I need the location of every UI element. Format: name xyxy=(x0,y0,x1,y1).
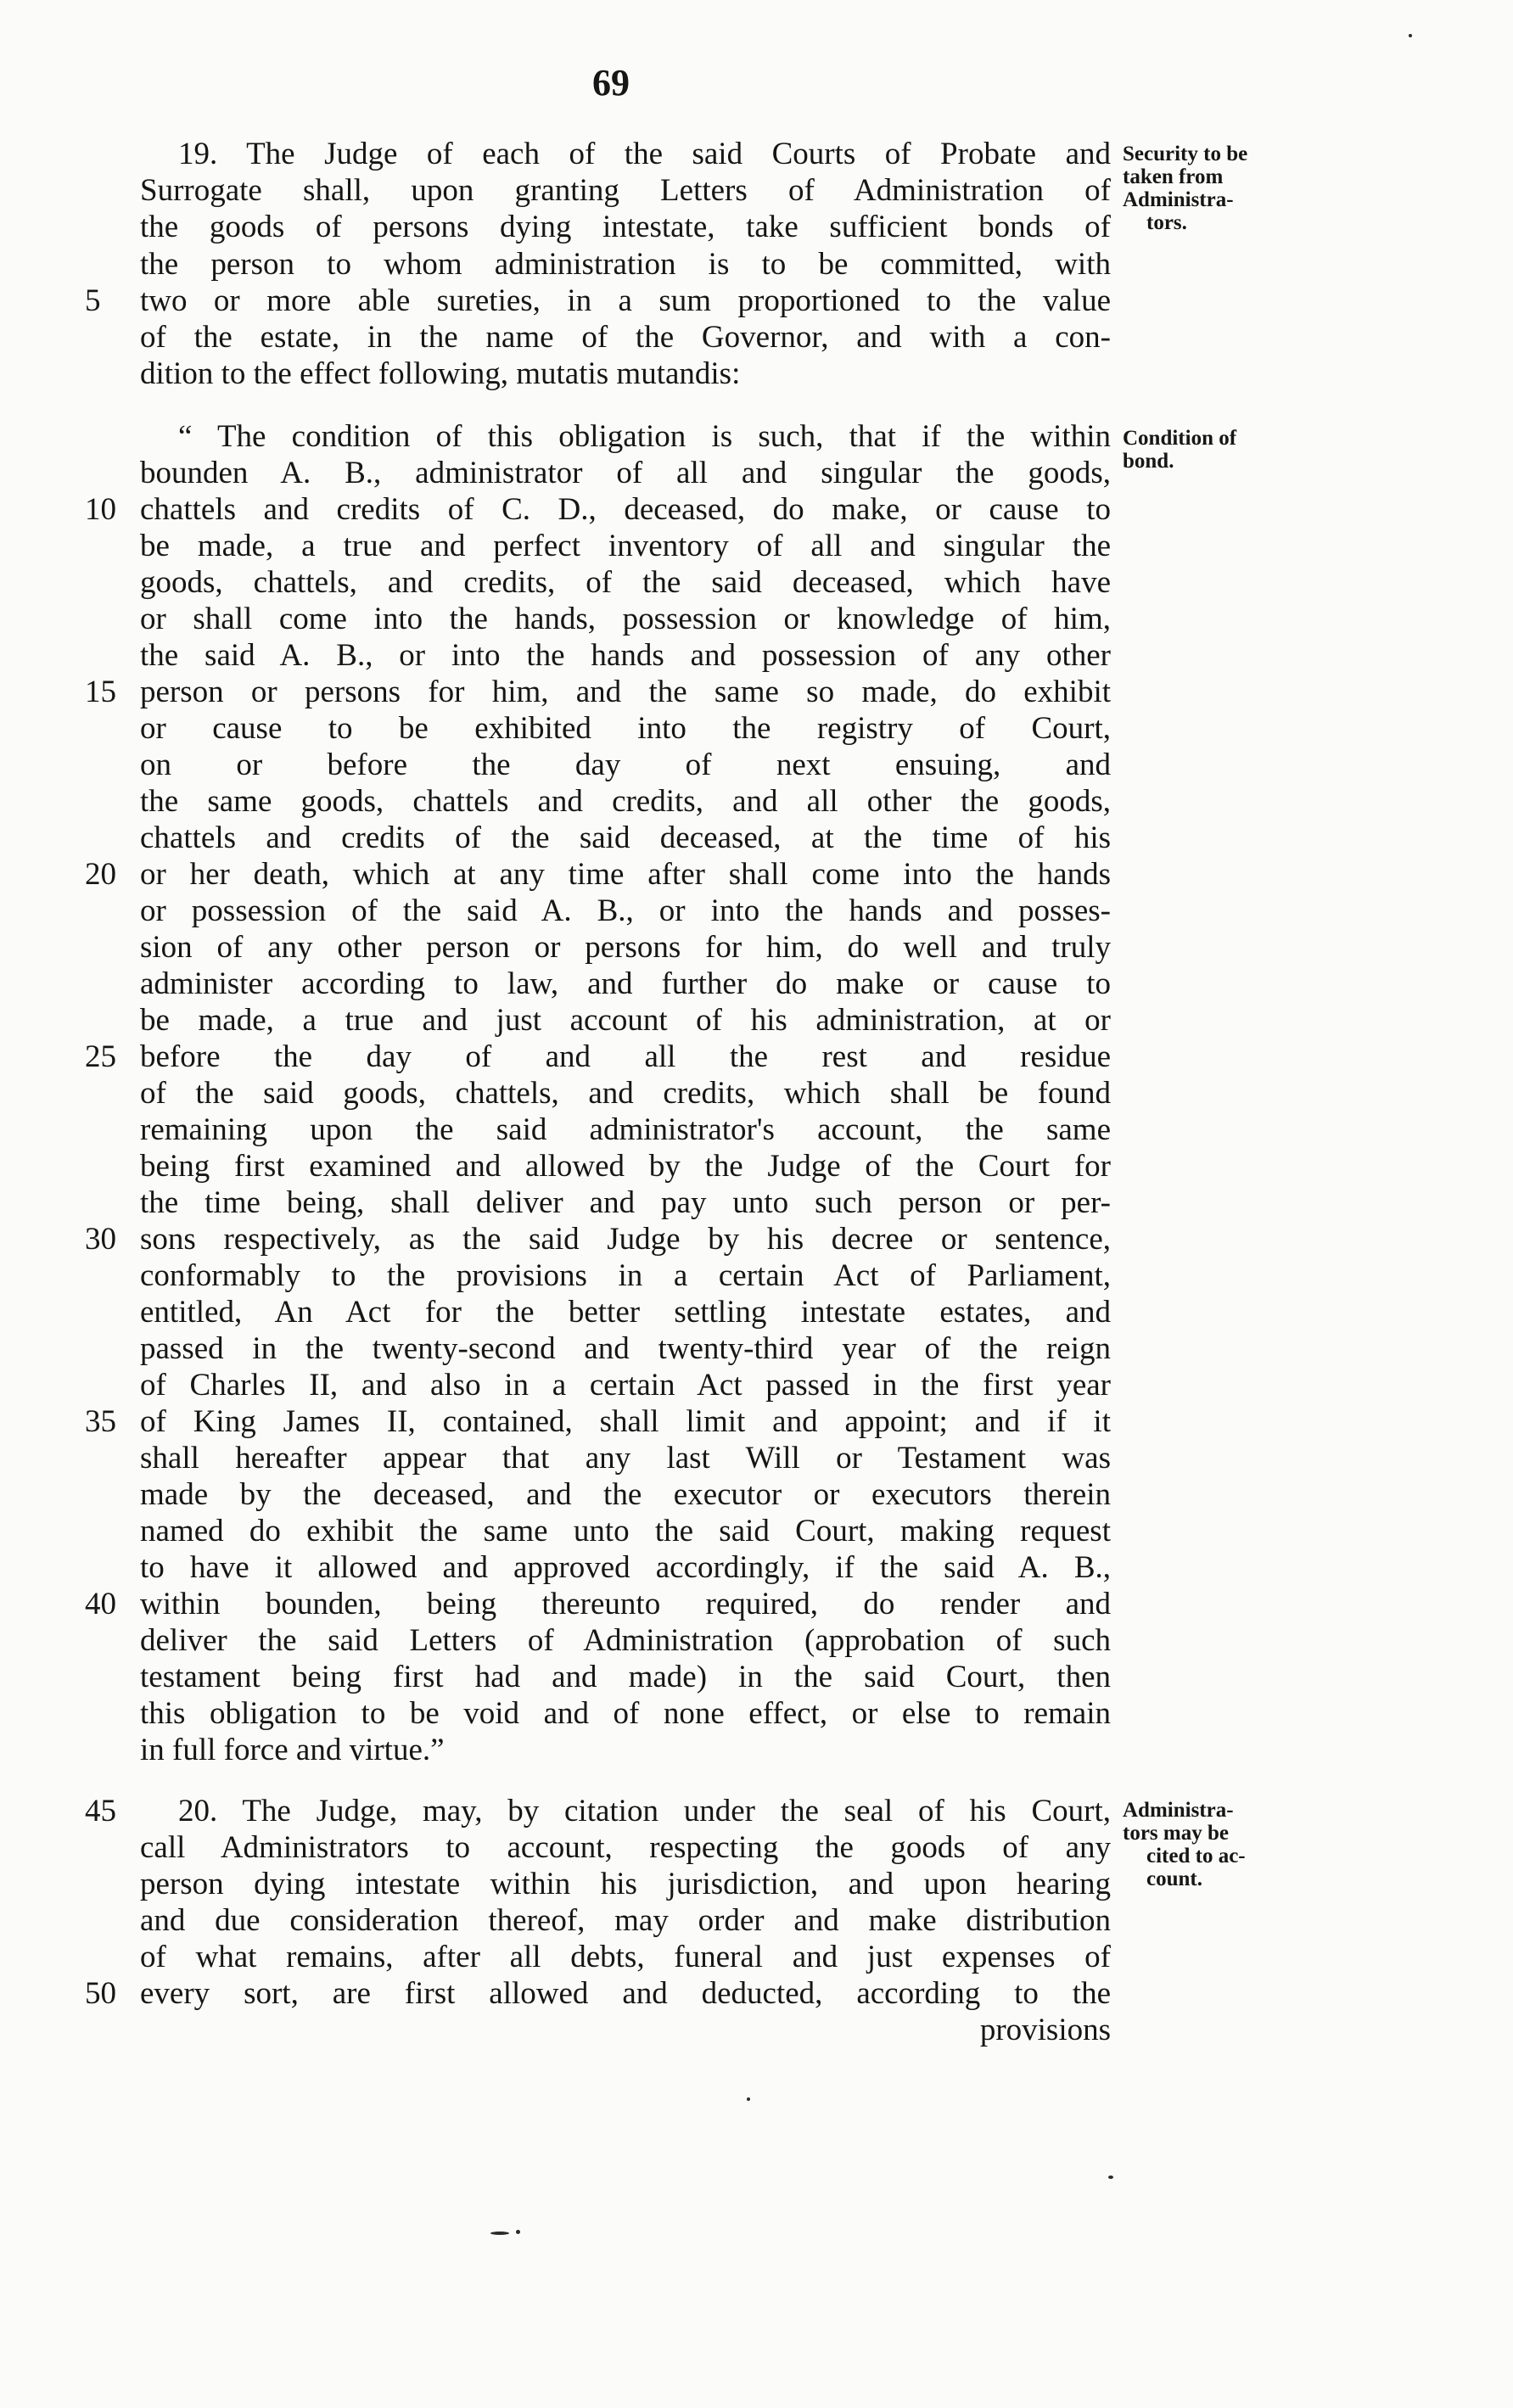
line-number: 35 xyxy=(85,1404,116,1439)
text-line: person dying intestate within his jurisdiction, and upon hearing xyxy=(140,1867,1111,1901)
catchword: provisions xyxy=(979,2013,1111,2047)
text-line: every sort, are first allowed and deducted, according to the xyxy=(140,1976,1111,2011)
text-line: of the said goods, chattels, and credits, which shall be found xyxy=(140,1076,1111,1111)
margin-note-line: tors may be xyxy=(1123,1822,1229,1845)
text-line: sons respectively, as the said Judge by his decree or sentence, xyxy=(140,1222,1111,1257)
line-number: 15 xyxy=(85,675,116,709)
page-number: 69 xyxy=(592,62,630,104)
text-line: within bounden, being thereunto required, do render and xyxy=(140,1587,1111,1621)
text-line: “ The condition of this obligation is such, that if the within xyxy=(178,419,1111,454)
margin-note-line: Security to be xyxy=(1123,143,1248,165)
margin-note-line: Administra- xyxy=(1123,188,1234,211)
text-line: bounden A. B., administrator of all and singular the goods, xyxy=(140,456,1111,490)
text-line: chattels and credits of C. D., deceased, do make, or cause to xyxy=(140,492,1111,527)
margin-note-line: tors. xyxy=(1146,211,1187,234)
scan-speck xyxy=(490,2232,509,2235)
text-line: 20. The Judge, may, by citation under the seal of his Court, xyxy=(178,1794,1111,1828)
text-line: before the day of and all the rest and residue xyxy=(140,1039,1111,1074)
text-line: and due consideration thereof, may order and make distribution xyxy=(140,1903,1111,1938)
text-line: the time being, shall deliver and pay unto such person or per- xyxy=(140,1185,1111,1220)
text-line: testament being first had and made) in the said Court, then xyxy=(140,1660,1111,1694)
text-line: being first examined and allowed by the Judge of the Court for xyxy=(140,1149,1111,1184)
text-line: person or persons for him, and the same so made, do exhibit xyxy=(140,675,1111,709)
text-line: or possession of the said A. B., or into the hands and posses- xyxy=(140,893,1111,928)
text-line: in full force and virtue.” xyxy=(140,1733,445,1767)
line-number: 45 xyxy=(85,1794,116,1828)
text-line: remaining upon the said administrator's account, the same xyxy=(140,1112,1111,1147)
text-line: the person to whom administration is to be committed, with xyxy=(140,247,1111,282)
text-line: deliver the said Letters of Administration (approbation of such xyxy=(140,1623,1111,1658)
text-line: entitled, An Act for the better settling intestate estates, and xyxy=(140,1295,1111,1330)
line-number: 25 xyxy=(85,1039,116,1074)
text-line: dition to the effect following, mutatis mutandis: xyxy=(140,356,741,391)
text-line: or her death, which at any time after shall come into the hands xyxy=(140,857,1111,892)
line-number: 50 xyxy=(85,1976,116,2011)
text-line: two or more able sureties, in a sum proportioned to the value xyxy=(140,283,1111,318)
line-number: 30 xyxy=(85,1222,116,1257)
text-line: on or before the day of next ensuing, and xyxy=(140,748,1111,782)
line-number: 5 xyxy=(85,283,101,318)
text-line: of what remains, after all debts, funeral and just expenses of xyxy=(140,1940,1111,1974)
text-line: passed in the twenty-second and twenty-third year of the reign xyxy=(140,1331,1111,1366)
text-line: sion of any other person or persons for him, do well and truly xyxy=(140,930,1111,965)
text-line: administer according to law, and further do make or cause to xyxy=(140,966,1111,1001)
margin-note-administrators xyxy=(1123,1799,1326,1890)
text-line: call Administrators to account, respecting the goods of any xyxy=(140,1830,1111,1865)
line-number: 10 xyxy=(85,492,116,527)
margin-note-line: count. xyxy=(1146,1868,1202,1890)
scan-speck xyxy=(516,2230,520,2234)
text-line: Surrogate shall, upon granting Letters of Administration of xyxy=(140,173,1111,208)
text-line: 19. The Judge of each of the said Courts of Probate and xyxy=(178,137,1111,171)
scan-speck xyxy=(1409,34,1412,37)
margin-note-line: cited to ac- xyxy=(1146,1845,1246,1868)
text-line: be made, a true and just account of his administration, at or xyxy=(140,1003,1111,1038)
text-line: chattels and credits of the said deceased, at the time of his xyxy=(140,820,1111,855)
text-line: of the estate, in the name of the Governor, and with a con- xyxy=(140,320,1111,355)
line-number: 20 xyxy=(85,857,116,892)
margin-note-line: Condition of xyxy=(1123,427,1237,450)
text-line: of Charles II, and also in a certain Act passed in the first year xyxy=(140,1368,1111,1403)
text-line: shall hereafter appear that any last Will or Testament was xyxy=(140,1441,1111,1476)
margin-note-line: Administra- xyxy=(1123,1799,1234,1822)
text-line: the said A. B., or into the hands and possession of any other xyxy=(140,638,1111,673)
text-line: the same goods, chattels and credits, and all other the goods, xyxy=(140,784,1111,819)
margin-note-line: taken from xyxy=(1123,165,1224,188)
text-line: named do exhibit the same unto the said Court, making request xyxy=(140,1514,1111,1548)
scan-speck xyxy=(1108,2176,1113,2179)
scan-speck xyxy=(747,2097,750,2101)
margin-note-line: bond. xyxy=(1123,450,1174,473)
text-line: the goods of persons dying intestate, take sufficient bonds of xyxy=(140,210,1111,244)
text-line: be made, a true and perfect inventory of all and singular the xyxy=(140,529,1111,563)
text-line: goods, chattels, and credits, of the said deceased, which have xyxy=(140,565,1111,600)
margin-note-security xyxy=(1123,143,1326,234)
text-line: or shall come into the hands, possession or knowledge of him, xyxy=(140,602,1111,636)
text-line: made by the deceased, and the executor or executors therein xyxy=(140,1477,1111,1512)
line-number: 40 xyxy=(85,1587,116,1621)
text-line: to have it allowed and approved accordingly, if the said A. B., xyxy=(140,1550,1111,1585)
margin-note-condition xyxy=(1123,427,1326,473)
text-line: of King James II, contained, shall limit and appoint; and if it xyxy=(140,1404,1111,1439)
text-line: conformably to the provisions in a certain Act of Parliament, xyxy=(140,1258,1111,1293)
text-line: this obligation to be void and of none effect, or else to remain xyxy=(140,1696,1111,1731)
text-line: or cause to be exhibited into the registry of Court, xyxy=(140,711,1111,746)
